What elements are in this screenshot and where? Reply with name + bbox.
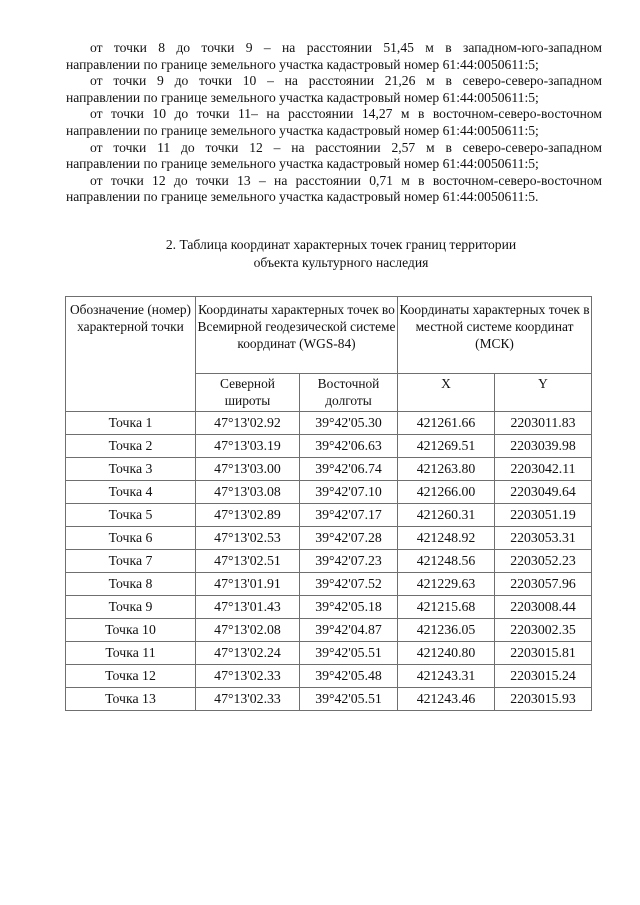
paragraph-line: от точки 12 до точки 13 – на расстоянии 0,71 м в восточном-северо-восточном — [90, 172, 602, 188]
table-body — [66, 412, 592, 711]
point-x: 421240.80 — [398, 642, 495, 665]
point-y: 2203011.83 — [495, 412, 592, 435]
point-latitude: 47°13'02.89 — [196, 504, 300, 527]
table-row — [66, 596, 592, 619]
point-x: 421243.46 — [398, 688, 495, 711]
point-latitude: 47°13'01.91 — [196, 573, 300, 596]
point-name: Точка 4 — [66, 481, 196, 504]
point-x: 421248.92 — [398, 527, 495, 550]
header-latitude: Северной широты — [196, 374, 300, 412]
table-row — [66, 573, 592, 596]
point-x: 421260.31 — [398, 504, 495, 527]
point-x: 421263.80 — [398, 458, 495, 481]
paragraph-line: от точки 8 до точки 9 – на расстоянии 51,45 м в западном-юго-западном — [90, 40, 602, 55]
point-name: Точка 13 — [66, 688, 196, 711]
point-latitude: 47°13'03.00 — [196, 458, 300, 481]
table-row — [66, 665, 592, 688]
table-row — [66, 619, 592, 642]
table-title — [66, 236, 616, 271]
point-x: 421269.51 — [398, 435, 495, 458]
point-name: Точка 5 — [66, 504, 196, 527]
table-title-line: 2. Таблица координат характерных точек границ территории — [165, 237, 517, 252]
point-longitude: 39°42'05.51 — [300, 688, 398, 711]
header-wgs84: Координаты характерных точек во Всемирной геодезической системе координат (WGS-84) — [196, 297, 398, 374]
point-longitude: 39°42'05.18 — [300, 596, 398, 619]
point-name: Точка 8 — [66, 573, 196, 596]
table-title-line: объекта культурного наследия — [253, 254, 429, 270]
point-latitude: 47°13'02.33 — [196, 688, 300, 711]
point-x: 421236.05 — [398, 619, 495, 642]
point-name: Точка 7 — [66, 550, 196, 573]
paragraph-line: направлении по границе земельного участка кадастровый номер 61:44:0050611:5; — [66, 156, 539, 172]
point-name: Точка 2 — [66, 435, 196, 458]
point-y: 2203052.23 — [495, 550, 592, 573]
table-row — [66, 550, 592, 573]
point-longitude: 39°42'07.23 — [300, 550, 398, 573]
header-longitude: Восточной долготы — [300, 374, 398, 412]
point-y: 2203008.44 — [495, 596, 592, 619]
table-row — [66, 435, 592, 458]
table-row — [66, 504, 592, 527]
point-y: 2203039.98 — [495, 435, 592, 458]
boundary-description — [66, 40, 602, 206]
coordinates-table — [65, 296, 592, 711]
paragraph-line: направлении по границе земельного участка кадастровый номер 61:44:0050611:5; — [66, 89, 539, 105]
point-longitude: 39°42'07.52 — [300, 573, 398, 596]
point-y: 2203015.93 — [495, 688, 592, 711]
point-y: 2203053.31 — [495, 527, 592, 550]
point-name: Точка 6 — [66, 527, 196, 550]
header-y: Y — [495, 374, 592, 412]
paragraph-line: направлении по границе земельного участка кадастровый номер 61:44:0050611:5. — [66, 189, 539, 205]
table-row — [66, 412, 592, 435]
point-latitude: 47°13'02.24 — [196, 642, 300, 665]
paragraph-line: от точки 10 до точки 11– на расстоянии 14,27 м в восточном-северо-восточном — [90, 106, 602, 122]
point-y: 2203051.19 — [495, 504, 592, 527]
point-latitude: 47°13'03.08 — [196, 481, 300, 504]
point-name: Точка 9 — [66, 596, 196, 619]
point-y: 2203049.64 — [495, 481, 592, 504]
point-longitude: 39°42'07.10 — [300, 481, 398, 504]
point-latitude: 47°13'01.43 — [196, 596, 300, 619]
point-x: 421215.68 — [398, 596, 495, 619]
point-name: Точка 12 — [66, 665, 196, 688]
point-name: Точка 11 — [66, 642, 196, 665]
table-row — [66, 527, 592, 550]
point-longitude: 39°42'05.48 — [300, 665, 398, 688]
point-x: 421261.66 — [398, 412, 495, 435]
point-y: 2203002.35 — [495, 619, 592, 642]
point-longitude: 39°42'07.28 — [300, 527, 398, 550]
table-row — [66, 481, 592, 504]
point-x: 421248.56 — [398, 550, 495, 573]
point-name: Точка 1 — [66, 412, 196, 435]
point-latitude: 47°13'02.51 — [196, 550, 300, 573]
point-y: 2203015.24 — [495, 665, 592, 688]
point-longitude: 39°42'05.51 — [300, 642, 398, 665]
point-latitude: 47°13'03.19 — [196, 435, 300, 458]
point-name: Точка 3 — [66, 458, 196, 481]
point-name: Точка 10 — [66, 619, 196, 642]
table-row — [66, 688, 592, 711]
point-longitude: 39°42'06.74 — [300, 458, 398, 481]
paragraph-line: направлении по границе земельного участка кадастровый номер 61:44:0050611:5; — [66, 56, 539, 72]
paragraph-line: от точки 9 до точки 10 – на расстоянии 21,26 м в северо-северо-западном — [90, 73, 602, 89]
point-longitude: 39°42'04.87 — [300, 619, 398, 642]
point-x: 421229.63 — [398, 573, 495, 596]
point-x: 421243.31 — [398, 665, 495, 688]
point-y: 2203042.11 — [495, 458, 592, 481]
point-latitude: 47°13'02.08 — [196, 619, 300, 642]
point-y: 2203057.96 — [495, 573, 592, 596]
point-longitude: 39°42'06.63 — [300, 435, 398, 458]
point-x: 421266.00 — [398, 481, 495, 504]
header-x: X — [398, 374, 495, 412]
point-longitude: 39°42'05.30 — [300, 412, 398, 435]
paragraph-line: направлении по границе земельного участка кадастровый номер 61:44:0050611:5; — [66, 122, 539, 138]
point-y: 2203015.81 — [495, 642, 592, 665]
table-row — [66, 642, 592, 665]
table-row — [66, 458, 592, 481]
point-latitude: 47°13'02.53 — [196, 527, 300, 550]
paragraph-line: от точки 11 до точки 12 – на расстоянии 2,57 м в северо-северо-западном — [90, 139, 602, 155]
point-longitude: 39°42'07.17 — [300, 504, 398, 527]
header-designation: Обозначение (номер) характерной точки — [66, 297, 196, 412]
point-latitude: 47°13'02.92 — [196, 412, 300, 435]
header-msk: Координаты характерных точек в местной системе координат (МСК) — [398, 297, 592, 374]
point-latitude: 47°13'02.33 — [196, 665, 300, 688]
